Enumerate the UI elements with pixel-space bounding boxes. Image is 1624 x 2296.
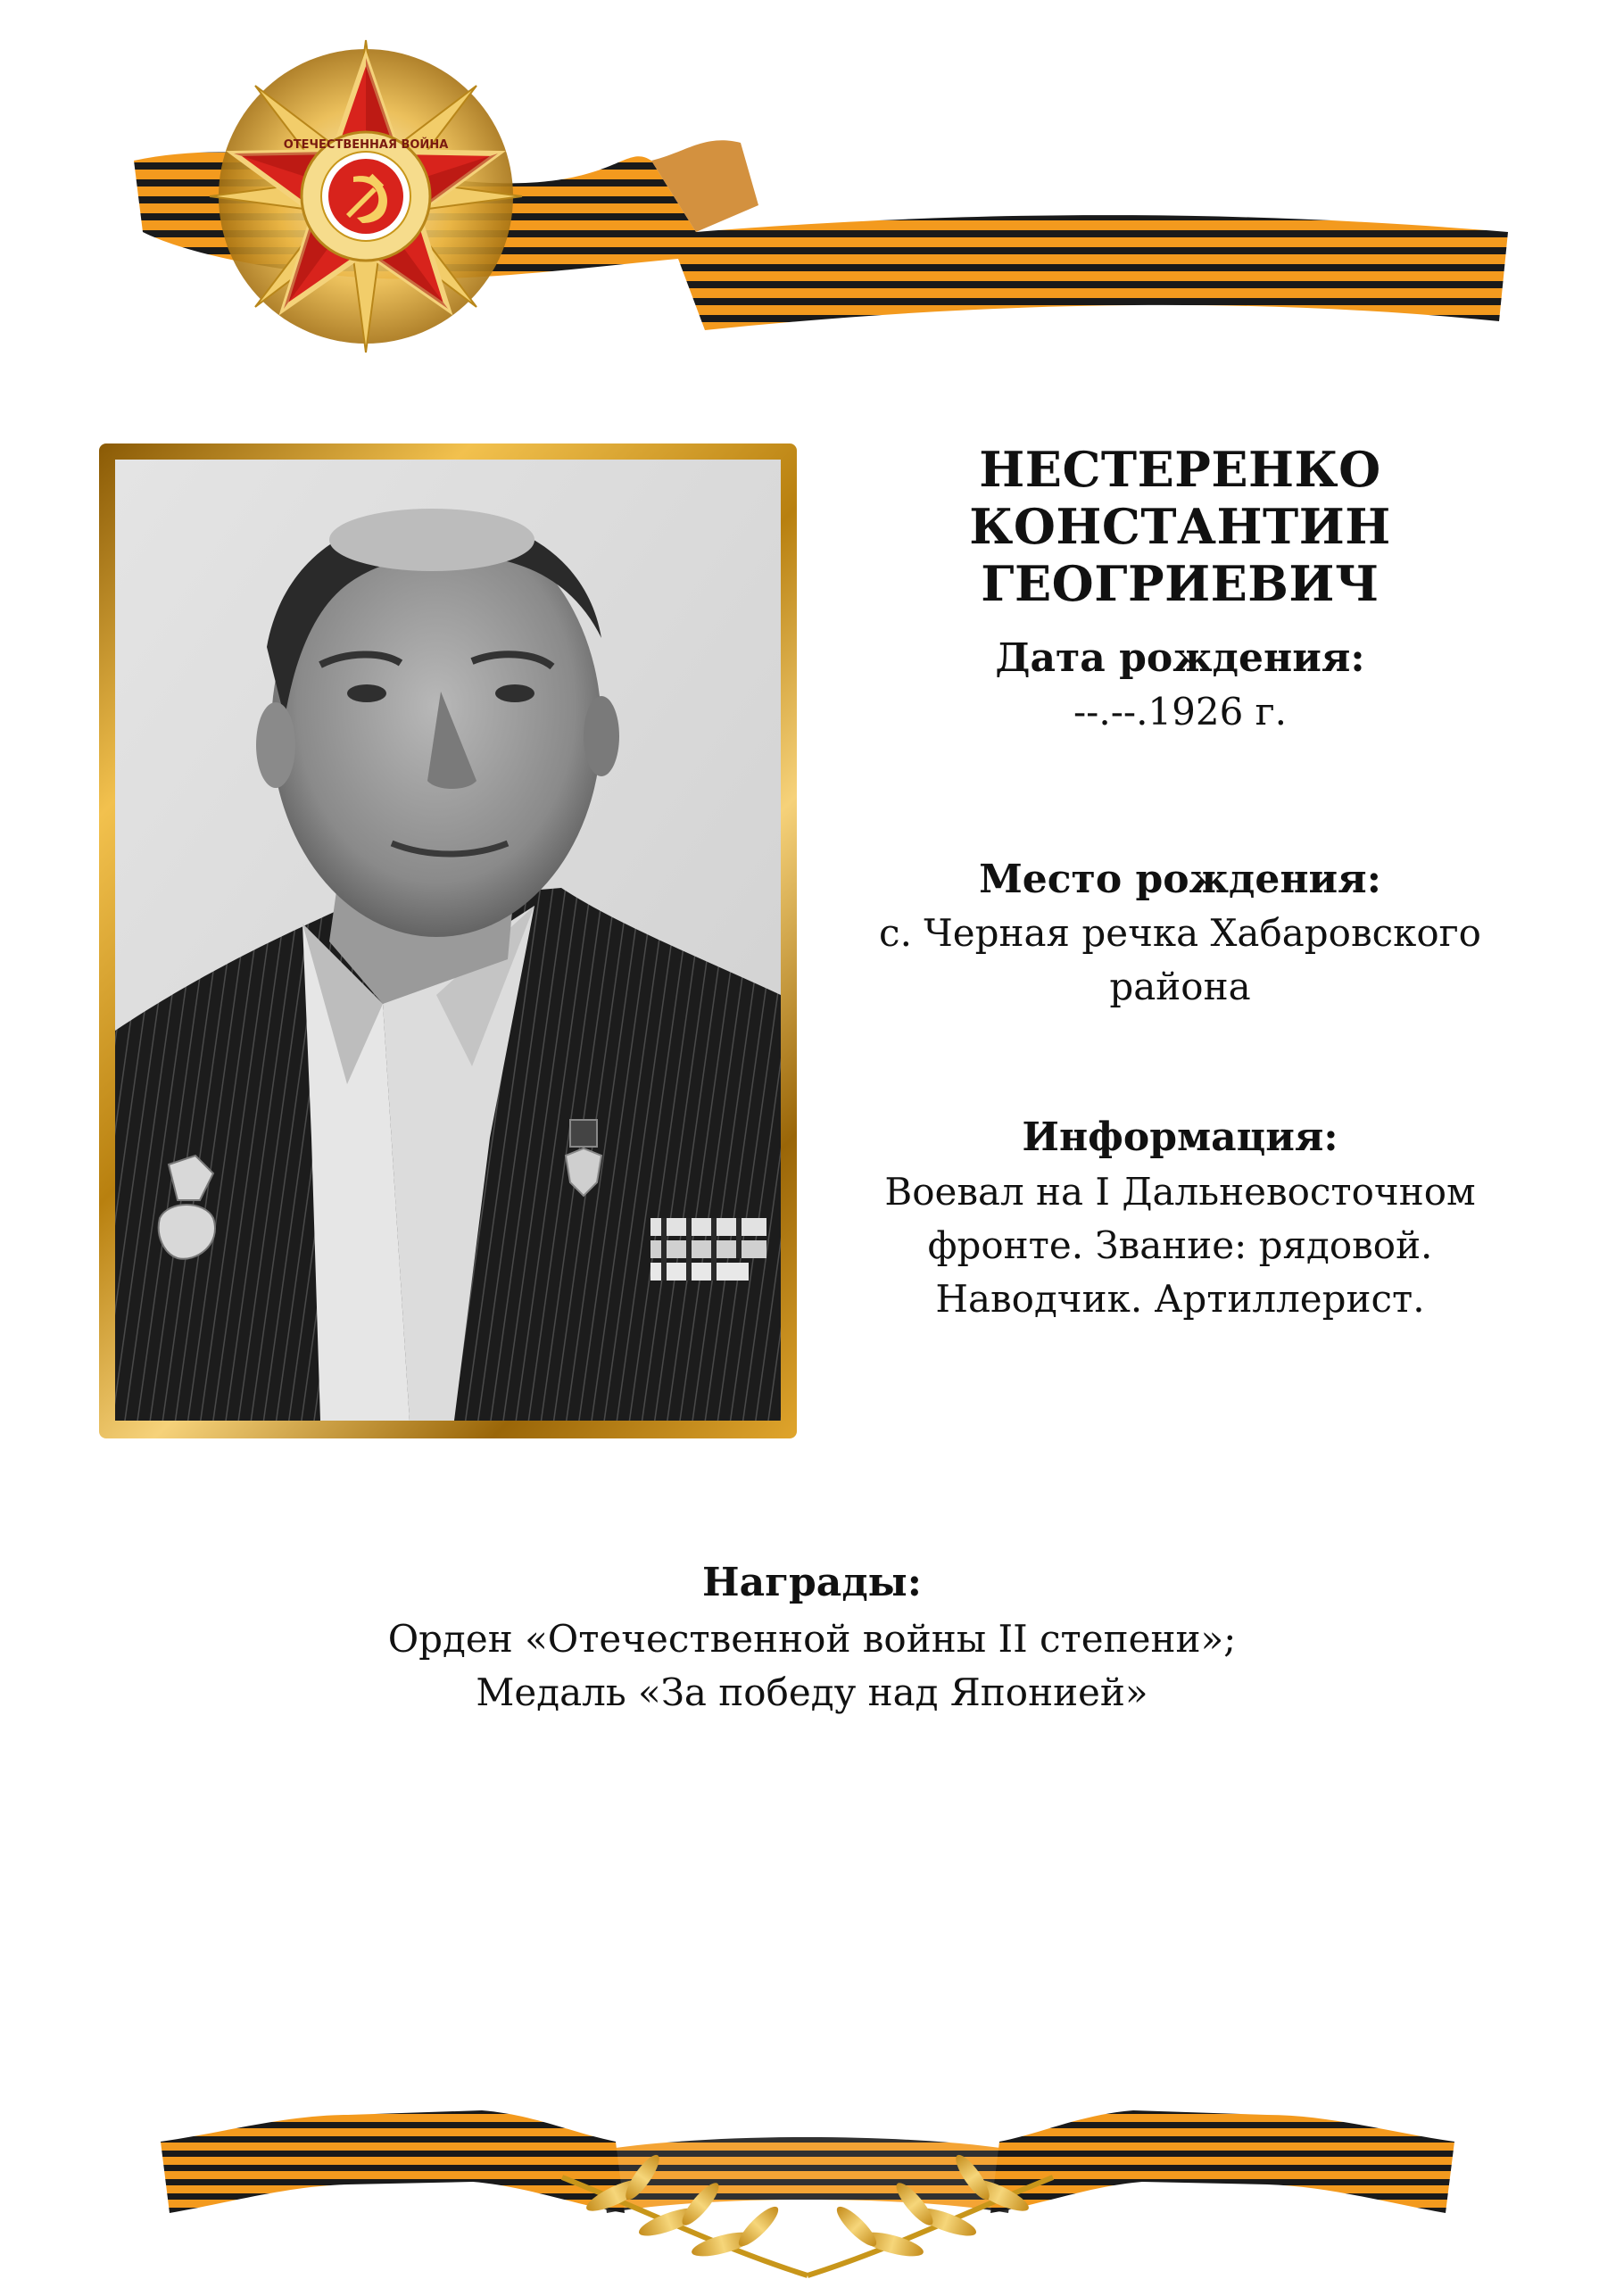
birth-date-label: Дата рождения: bbox=[995, 635, 1365, 681]
birth-place-line: района bbox=[1109, 965, 1251, 1008]
award-line: Орден «Отечественной войны II степени»; bbox=[387, 1617, 1237, 1661]
birth-place-label: Место рождения: bbox=[979, 857, 1381, 902]
veteran-portrait bbox=[115, 460, 781, 1421]
info-line: Воевал на I Дальневосточном bbox=[884, 1170, 1476, 1214]
info-line: фронте. Звание: рядовой. bbox=[927, 1223, 1433, 1267]
awards-label: Награды: bbox=[702, 1560, 922, 1605]
gold-rays bbox=[210, 40, 522, 352]
info-line: Наводчик. Артиллерист. bbox=[935, 1277, 1425, 1321]
birth-place-line: с. Черная речка Хабаровского bbox=[879, 911, 1481, 955]
emblem-inscription: ОТЕЧЕСТВЕННАЯ ВОЙНА bbox=[283, 138, 449, 152]
top-ribbon-decoration bbox=[116, 27, 1517, 384]
awards-value bbox=[0, 1612, 1624, 1720]
birth-place-value bbox=[808, 907, 1553, 1014]
name-line-1: НЕСТЕРЕНКО КОНСТАНТИН bbox=[969, 441, 1391, 555]
birth-date-value: --.--.1926 г. bbox=[1073, 690, 1288, 734]
award-line: Медаль «За победу над Японией» bbox=[476, 1670, 1148, 1714]
bottom-ribbon-decoration bbox=[152, 2079, 1463, 2284]
info-value bbox=[808, 1165, 1553, 1326]
info-label: Информация: bbox=[1022, 1115, 1338, 1160]
name-line-2: ГЕОГРИЕВИЧ bbox=[981, 555, 1380, 612]
portrait-frame bbox=[99, 443, 797, 1438]
veteran-name bbox=[808, 441, 1553, 612]
